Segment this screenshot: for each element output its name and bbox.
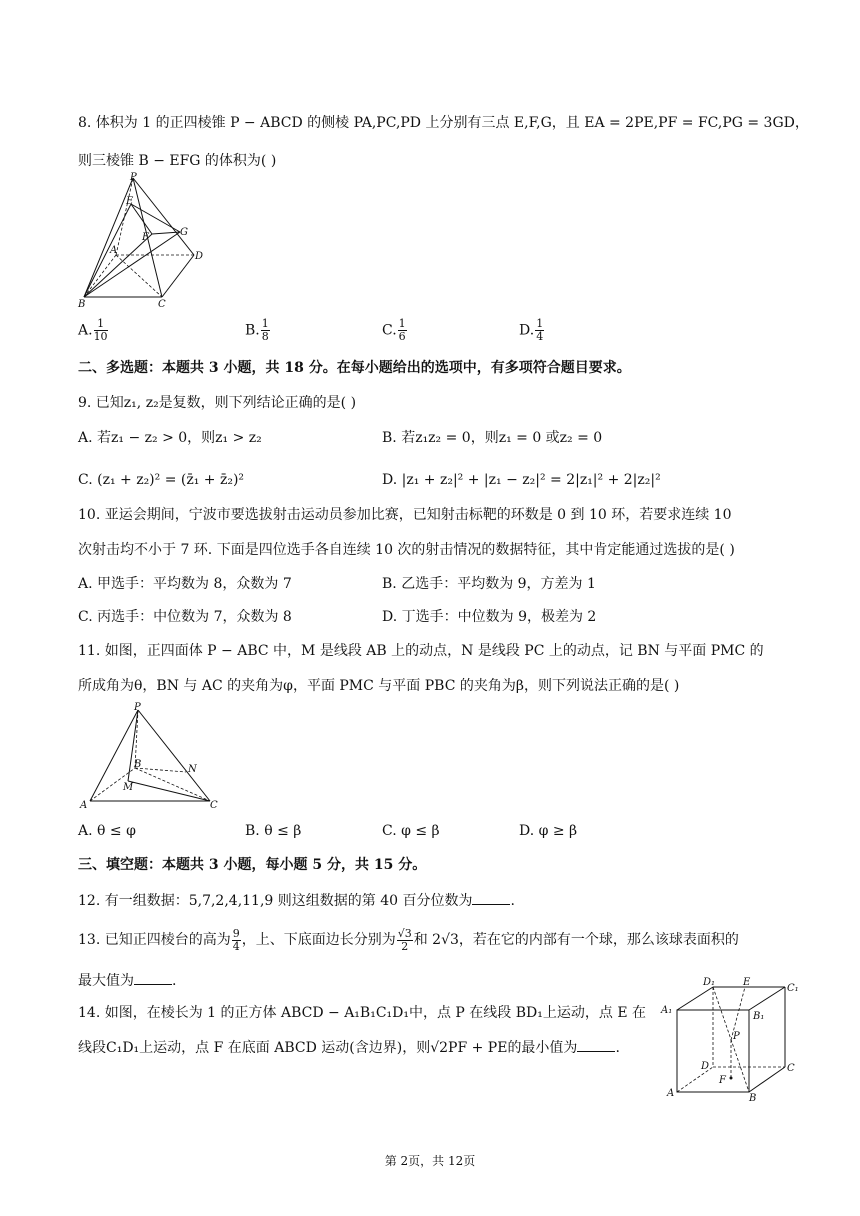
q9-option-a: A. 若z₁ − z₂ > 0，则z₁ > z₂: [78, 430, 262, 446]
q11-fig-label-M: M: [123, 782, 134, 793]
q14-fig-label-A1: A₁: [661, 1005, 673, 1016]
q10-option-c: C. 丙选手：中位数为 7，众数为 8: [78, 609, 292, 625]
q14-answer-blank[interactable]: [577, 1037, 615, 1052]
q9-option-d: D. |z₁ + z₂|² + |z₁ − z₂|² = 2|z₁|² + 2|z₂|²: [382, 472, 661, 488]
q10-stem-line1: 10. 亚运会期间，宁波市要选拔射击运动员参加比赛，已知射击标靶的环数是 0 到 10 环，若要求连续 10: [78, 507, 732, 523]
q8-pyramid-figure: [74, 170, 214, 310]
q14-fig-label-D1: D₁: [703, 977, 716, 988]
q14-cube-figure: [655, 975, 805, 1103]
q8-fig-label-F: F: [142, 232, 149, 243]
q8-stem-line2: 则三棱锥 B − EFG 的体积为( ): [78, 153, 277, 169]
q13-answer-blank[interactable]: [134, 970, 172, 985]
q8-fig-label-E: E: [126, 196, 134, 207]
q14-fig-label-B1: B₁: [753, 1011, 765, 1022]
q14-fig-label-B: B: [749, 1093, 757, 1103]
q10-option-a: A. 甲选手：平均数为 8，众数为 7: [78, 576, 292, 592]
q11-fig-label-B: B: [134, 759, 142, 770]
q11-fig-label-A: A: [80, 800, 88, 811]
q8-option-a: A. $\frac{1}{10}$: [78, 317, 108, 343]
q14-fig-label-C1: C₁: [787, 983, 799, 994]
q10-option-b: B. 乙选手：平均数为 9，方差为 1: [382, 576, 596, 592]
q10-stem-line2: 次射击均不小于 7 环. 下面是四位选手各自连续 10 次的射击情况的数据特征，其中肯定能通过选拔的是( ): [78, 542, 735, 558]
q8-option-c: C. $\frac{1}{6}$: [382, 317, 406, 343]
q8-fig-label-C: C: [158, 299, 166, 310]
q9-option-c: C. (z₁ + z₂)² = (z̄₁ + z̄₂)²: [78, 472, 245, 488]
q8-stem-line1: 8. 体积为 1 的正四棱锥 P − ABCD 的侧棱 PA,PC,PD 上分别有三点 E,F,G，且 EA = 2PE,PF = FC,PG = 3GD，: [78, 115, 809, 131]
q11-fig-label-N: N: [188, 764, 197, 775]
q14-fig-label-D: D: [701, 1061, 710, 1072]
section-3-heading: 三、填空题：本题共 3 小题，每小题 5 分，共 15 分。: [78, 857, 427, 873]
q9-option-b: B. 若z₁z₂ = 0，则z₁ = 0 或z₂ = 0: [382, 430, 603, 446]
q11-option-c: C. φ ≤ β: [382, 823, 440, 839]
q11-fig-label-C: C: [210, 800, 218, 811]
q12-stem: 12. 有一组数据：5,7,2,4,11,9 则这组数据的第 40 百分位数为 .: [78, 890, 515, 911]
q11-option-d: D. φ ≥ β: [519, 823, 578, 839]
q12-answer-blank[interactable]: [472, 890, 510, 905]
q13-stem-line2: 最大值为 .: [78, 970, 176, 991]
page-footer: 第 2页，共 12页: [384, 1154, 476, 1168]
q14-fig-label-A: A: [667, 1088, 675, 1099]
q8-option-b: B. $\frac{1}{8}$: [245, 317, 269, 343]
q8-fig-label-D: D: [195, 251, 204, 262]
q14-stem-line1: 14. 如图，在棱长为 1 的正方体 ABCD − A₁B₁C₁D₁中，点 P 在线段 BD₁上运动，点 E 在: [78, 1005, 646, 1021]
q14-fig-label-E: E: [743, 977, 751, 988]
q8-fig-label-A: A: [110, 245, 118, 256]
q14-stem-line2: 线段C₁D₁上运动，点 F 在底面 ABCD 运动(含边界)，则√2PF + PE的最小值为 .: [78, 1037, 620, 1058]
q11-fig-label-P: P: [134, 702, 141, 713]
q11-option-a: A. θ ≤ φ: [78, 823, 136, 839]
q9-stem: 9. 已知z₁, z₂是复数，则下列结论正确的是( ): [78, 395, 357, 411]
q14-fig-label-F: F: [719, 1075, 726, 1086]
q11-option-b: B. θ ≤ β: [245, 823, 302, 839]
q14-fig-label-C: C: [787, 1063, 795, 1074]
q14-fig-label-P: P: [733, 1031, 740, 1042]
q8-fig-label-G: G: [180, 227, 188, 238]
q11-tetrahedron-figure: [76, 700, 226, 812]
q11-stem-line2: 所成角为θ，BN 与 AC 的夹角为φ，平面 PMC 与平面 PBC 的夹角为β，则下列说法正确的是( ): [78, 678, 680, 694]
q10-option-d: D. 丁选手：中位数为 9，极差为 2: [382, 609, 597, 625]
q13-stem-line1: 13. 已知正四棱台的高为 $\frac{9}{4}$ ，上、下底面边长分别为 $\frac{√3}{2}$ 和 2√3，若在它的内部有一个球，那么该球表面积的: [78, 926, 739, 953]
q8-option-d: D. $\frac{1}{4}$: [519, 317, 544, 343]
q11-stem-line1: 11. 如图，正四面体 P − ABC 中，M 是线段 AB 上的动点，N 是线段 PC 上的动点，记 BN 与平面 PMC 的: [78, 643, 764, 659]
section-2-heading: 二、多选题：本题共 3 小题，共 18 分。在每小题给出的选项中，有多项符合题目要求。: [78, 360, 631, 376]
q8-fig-label-P: P: [130, 172, 137, 183]
q8-fig-label-B: B: [78, 299, 86, 310]
